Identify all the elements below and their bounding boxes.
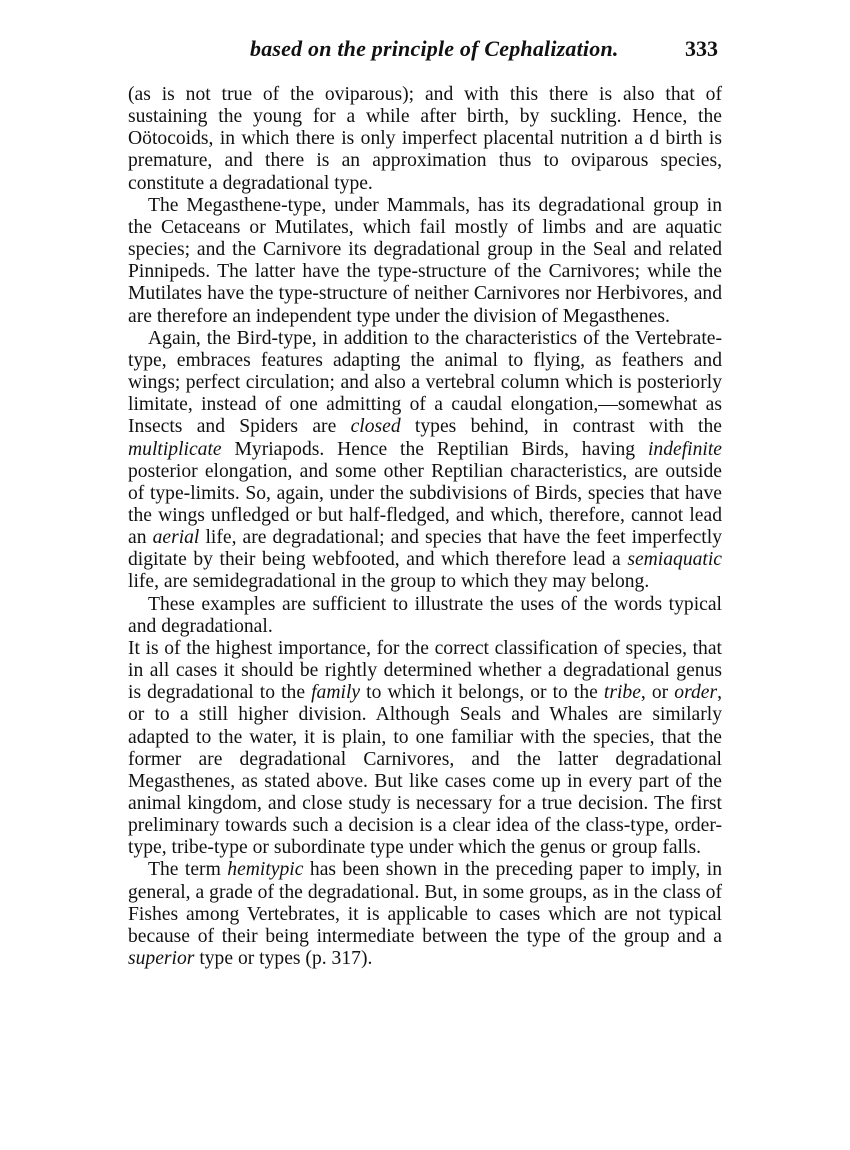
text-segment: It is of the highest importance, for the correct classification of species, that in all cases it should be rightly determined whether a degradational genus is degradational to the — [128, 637, 722, 704]
text-segment: These examples are sufficient to illustrate the uses of the words typical and degradational. — [128, 593, 722, 637]
italic-text: superior — [128, 948, 195, 970]
paragraph — [128, 328, 722, 594]
paragraph — [128, 195, 722, 328]
running-title: based on the principle of Cephalization. — [250, 36, 619, 61]
text-segment: (as is not true of the oviparous); and with this there is also that of sustaining the young for a while after birth, by suckling. Hence, the Oötocoids, in which there is only imperfect placental nutrition a d birth is premature, and there is an approximation thus to oviparous species, constitute a degradational type. — [128, 84, 722, 194]
text-segment: , or — [640, 682, 675, 704]
paragraph — [128, 84, 722, 195]
text-segment: The Megasthene-type, under Mammals, has its degradational group in the Cetaceans or Mutilates, which fail mostly of limbs and are aquatic species; and the Carnivore its degradational group in the Seal and related Pinnipeds. The latter have the type-structure of the Carnivores; while the Mutilates have the type-structure of neither Carnivores nor Herbivores, and are therefore an independent type under the division of Megasthenes. — [128, 194, 722, 327]
text-segment: posterior elongation, and some other Reptilian characteristics, are outside of type-limits. So, again, under the subdivisions of Birds, species that have the wings unfledged or but half-fledged, and which, therefore, cannot lead an — [128, 460, 722, 549]
text-segment: to which it belongs, or to the — [360, 682, 604, 704]
text-segment: The term — [148, 859, 228, 881]
italic-text: multiplicate — [128, 438, 222, 460]
paragraph — [128, 638, 722, 860]
body-text — [128, 84, 722, 970]
italic-text: closed — [350, 416, 401, 438]
page-number: 333 — [685, 36, 718, 61]
italic-text: order — [674, 682, 718, 704]
text-segment: Again, the Bird-type, in addition to the characteristics of the Vertebrate-type, embraces features adapting the animal to flying, as feathers and wings; perfect circulation; and also a vertebral column which is posteriorly limitate, instead of one admitting of a caudal elongation,—somewhat as Insects and Spiders are — [128, 327, 722, 438]
running-header — [128, 36, 722, 66]
text-segment: has been shown in the preceding paper to imply, in general, a grade of the degradational. But, in some groups, as in the class of Fishes among Vertebrates, it is applicable to cases which are not typical because of their being intermediate between the type of the group and a — [128, 859, 722, 947]
text-segment: life, are semidegradational in the group to which they may belong. — [128, 571, 650, 593]
text-segment: , or to a still higher division. Although Seals and Whales are similarly adapted to the water, it is plain, to one familiar with the species, that the former are degradational Carnivores, and the latter degradational Megasthenes, as stated above. But like cases come up in every part of the animal kingdom, and close study is necessary for a true decision. The first preliminary towards such a decision is a clear idea of the class-type, order-type, tribe-type or subordinate type under which the genus or group falls. — [128, 682, 722, 859]
paragraph — [128, 594, 722, 638]
italic-text: semiaquatic — [627, 549, 722, 571]
italic-text: family — [311, 682, 361, 704]
text-segment: types behind, in contrast with the — [400, 416, 722, 438]
italic-text: tribe — [603, 682, 641, 704]
book-page — [128, 36, 722, 970]
italic-text: indefinite — [647, 438, 722, 460]
text-segment: Myriapods. Hence the Reptilian Birds, having — [221, 438, 648, 460]
paragraph — [128, 859, 722, 970]
text-segment: type or types (p. 317). — [194, 948, 373, 970]
italic-text: aerial — [152, 527, 200, 549]
text-segment: life, are degradational; and species that have the feet imperfectly digitate by their being webfooted, and which therefore lead a — [128, 527, 722, 571]
italic-text: hemitypic — [227, 859, 304, 881]
